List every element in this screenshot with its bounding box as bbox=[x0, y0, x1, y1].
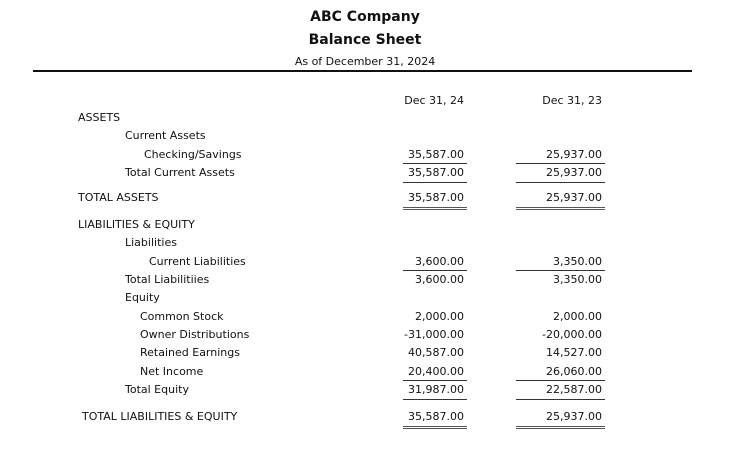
row-liabilities bbox=[0, 235, 730, 251]
column-header-dec-31-24: Dec 31, 24 bbox=[404, 94, 464, 107]
row-owner-distributions bbox=[0, 327, 730, 343]
section-label: LIABILITIES & EQUITY bbox=[78, 218, 195, 231]
row-retained-earnings bbox=[0, 345, 730, 361]
value-dec-31-24: 35,587.00 bbox=[408, 191, 464, 204]
value-dec-31-23: 2,000.00 bbox=[553, 310, 602, 323]
row-assets bbox=[0, 110, 730, 126]
row-total-liabilities-equity bbox=[0, 409, 730, 425]
subtotal-rule bbox=[403, 399, 467, 400]
subtotal-rule bbox=[403, 163, 467, 164]
company-name: ABC Company bbox=[310, 9, 420, 25]
account-label: Current Liabilities bbox=[149, 255, 246, 268]
value-dec-31-24: -31,000.00 bbox=[404, 328, 464, 341]
value-dec-31-23: 26,060.00 bbox=[546, 365, 602, 378]
value-dec-31-24: 2,000.00 bbox=[415, 310, 464, 323]
value-dec-31-24: 35,587.00 bbox=[408, 148, 464, 161]
value-dec-31-23: 25,937.00 bbox=[546, 148, 602, 161]
group-label: Liabilities bbox=[125, 236, 177, 249]
subtotal-rule bbox=[516, 380, 605, 381]
account-label: Owner Distributions bbox=[140, 328, 250, 341]
account-label: Checking/Savings bbox=[144, 148, 242, 161]
subtotal-rule bbox=[403, 182, 467, 183]
subtotal-label: Total Current Assets bbox=[125, 166, 235, 179]
value-dec-31-23: 14,527.00 bbox=[546, 346, 602, 359]
total-double-rule bbox=[403, 207, 467, 210]
subtotal-label: Total Equity bbox=[125, 383, 189, 396]
header-divider bbox=[33, 70, 692, 72]
subtotal-rule bbox=[516, 399, 605, 400]
row-liabilities-equity bbox=[0, 217, 730, 233]
row-total-liabilities bbox=[0, 272, 730, 288]
value-dec-31-23: 25,937.00 bbox=[546, 166, 602, 179]
subtotal-rule bbox=[516, 182, 605, 183]
row-total-assets bbox=[0, 190, 730, 206]
value-dec-31-24: 35,587.00 bbox=[408, 410, 464, 423]
subtotal-rule bbox=[516, 270, 605, 271]
section-label: ASSETS bbox=[78, 111, 121, 124]
account-label: Net Income bbox=[140, 365, 204, 378]
report-title: Balance Sheet bbox=[308, 32, 422, 48]
total-label: TOTAL ASSETS bbox=[78, 191, 159, 204]
group-label: Current Assets bbox=[125, 129, 206, 142]
total-double-rule bbox=[516, 426, 605, 429]
total-double-rule bbox=[516, 207, 605, 210]
row-checking-savings bbox=[0, 147, 730, 163]
value-dec-31-24: 3,600.00 bbox=[415, 255, 464, 268]
value-dec-31-24: 40,587.00 bbox=[408, 346, 464, 359]
row-current-liabilities bbox=[0, 254, 730, 270]
group-label: Equity bbox=[125, 291, 160, 304]
value-dec-31-24: 20,400.00 bbox=[408, 365, 464, 378]
value-dec-31-23: 25,937.00 bbox=[546, 410, 602, 423]
row-net-income bbox=[0, 364, 730, 380]
value-dec-31-23: 25,937.00 bbox=[546, 191, 602, 204]
account-label: Common Stock bbox=[140, 310, 224, 323]
row-total-current-assets bbox=[0, 165, 730, 181]
report-date: As of December 31, 2024 bbox=[294, 55, 436, 68]
total-label: TOTAL LIABILITIES & EQUITY bbox=[82, 410, 238, 423]
row-common-stock bbox=[0, 309, 730, 325]
row-equity bbox=[0, 290, 730, 306]
subtotal-rule bbox=[516, 163, 605, 164]
subtotal-rule bbox=[403, 270, 467, 271]
value-dec-31-23: -20,000.00 bbox=[542, 328, 602, 341]
value-dec-31-24: 31,987.00 bbox=[408, 383, 464, 396]
value-dec-31-23: 3,350.00 bbox=[553, 255, 602, 268]
column-header-dec-31-23: Dec 31, 23 bbox=[542, 94, 602, 107]
subtotal-rule bbox=[403, 380, 467, 381]
value-dec-31-23: 3,350.00 bbox=[553, 273, 602, 286]
row-total-equity bbox=[0, 382, 730, 398]
row-current-assets bbox=[0, 128, 730, 144]
value-dec-31-24: 3,600.00 bbox=[415, 273, 464, 286]
subtotal-label: Total Liabilitiies bbox=[125, 273, 210, 286]
value-dec-31-24: 35,587.00 bbox=[408, 166, 464, 179]
account-label: Retained Earnings bbox=[140, 346, 240, 359]
total-double-rule bbox=[403, 426, 467, 429]
value-dec-31-23: 22,587.00 bbox=[546, 383, 602, 396]
